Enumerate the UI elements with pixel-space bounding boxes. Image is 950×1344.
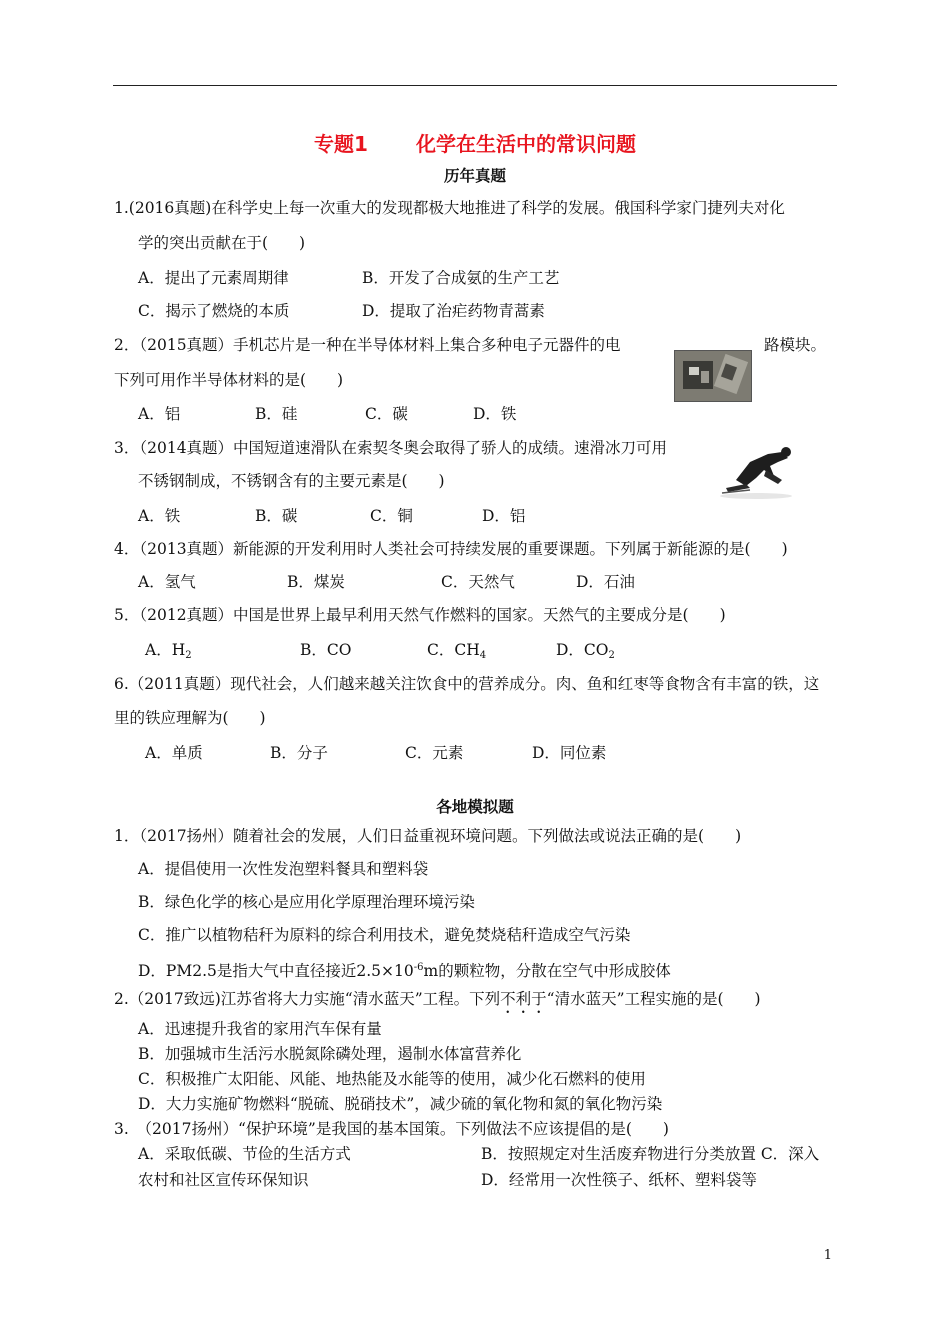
option-b: B．按照规定对生活废弃物进行分类放置 C．深入 (481, 1145, 820, 1163)
option-b: B．CO (300, 641, 352, 659)
question-text: 1．（2017扬州）随着社会的发展，人们日益重视环境问题。下列做法或说法正确的是( ) (114, 827, 742, 845)
option-d: D．铁 (473, 405, 517, 423)
option-d: D．石油 (576, 573, 635, 591)
option-b: B．煤炭 (287, 573, 345, 591)
question-text: 不锈钢制成，不锈钢含有的主要元素是( ) (138, 472, 445, 490)
option-c: C．积极推广太阳能、风能、地热能及水能等的使用，减少化石燃料的使用 (138, 1070, 646, 1088)
option-d: D．$CO_2$ (556, 641, 615, 661)
section-heading-past: 历年真题 (443, 167, 506, 185)
option-c: C．推广以植物秸秆为原料的综合利用技术，避免焚烧秸秆造成空气污染 (138, 926, 631, 944)
option-d: D．同位素 (532, 744, 607, 762)
option-d: D．铝 (482, 507, 526, 525)
option-c: C．揭示了燃烧的本质 (138, 302, 290, 320)
option-a: A．提出了元素周期律 (138, 269, 289, 287)
option-b: B．碳 (255, 507, 298, 525)
option-a: A．提倡使用一次性发泡塑料餐具和塑料袋 (138, 860, 429, 878)
option-d: D．PM2.5是指大气中直径接近$2.5\times 10^{-6}m$的颗粒物，分散在空气中形成胶体 (138, 962, 671, 980)
question-text: 3. （2017扬州）“保护环境”是我国的基本国策。下列做法不应该提倡的是( ) (114, 1120, 669, 1138)
phone-chip-image (674, 350, 752, 402)
question-text: 6.（2011真题）现代社会，人们越来越关注饮食中的营养成分。肉、鱼和红枣等食物含有丰富的铁，这 (114, 675, 820, 693)
header-rule (113, 85, 837, 86)
question-text: 2.（2017致远)江苏省将大力实施“清水蓝天”工程。下列不利于“清水蓝天”工程实施的是( ) (114, 990, 761, 1008)
section-heading-mock: 各地模拟题 (436, 798, 514, 816)
option-a: A．$H_2$ (145, 641, 192, 661)
question-text: 4．（2013真题）新能源的开发利用时人类社会可持续发展的重要课题。下列属于新能源的是( ) (114, 540, 788, 558)
question-text: 2．（2015真题）手机芯片是一种在半导体材料上集合多种电子元器件的电 (114, 336, 621, 354)
option-b: B．加强城市生活污水脱氮除磷处理，遏制水体富营养化 (138, 1045, 522, 1063)
option-a: A．单质 (145, 744, 203, 762)
option-c: C．$CH_4$ (427, 641, 487, 661)
option-b: B．绿色化学的核心是应用化学原理治理环境污染 (138, 893, 475, 911)
option-c: C．碳 (365, 405, 408, 423)
option-d: D．大力实施矿物燃料“脱硫、脱硝技术”，减少硫的氧化物和氮的氧化物污染 (138, 1095, 663, 1113)
question-text: 5．（2012真题）中国是世界上最早利用天然气作燃料的国家。天然气的主要成分是( ) (114, 606, 726, 624)
option-a: A．迅速提升我省的家用汽车保有量 (138, 1020, 382, 1038)
question-text: 里的铁应理解为( ) (114, 709, 266, 727)
option-b: B．开发了合成氨的生产工艺 (362, 269, 560, 287)
option-a: A．铁 (138, 507, 181, 525)
option-d: D．经常用一次性筷子、纸杯、塑料袋等 (481, 1171, 757, 1189)
question-text: 1.(2016真题)在科学史上每一次重大的发现都极大地推进了科学的发展。俄国科学家门捷列夫对化 (114, 199, 785, 217)
option-d: D．提取了治疟药物青蒿素 (362, 302, 545, 320)
option-a: A．采取低碳、节俭的生活方式 (138, 1145, 351, 1163)
option-c: C．元素 (405, 744, 464, 762)
option-b: B．分子 (270, 744, 328, 762)
question-text: 路模块。 (764, 336, 827, 354)
question-text: 下列可用作半导体材料的是( ) (114, 371, 344, 389)
question-text: 学的突出贡献在于( ) (138, 234, 306, 252)
option-c: C．铜 (370, 507, 413, 525)
option-b: B．硅 (255, 405, 298, 423)
question-text: 3．（2014真题）中国短道速滑队在索契冬奥会取得了骄人的成绩。速滑冰刀可用 (114, 439, 668, 457)
page-number: 1 (823, 1248, 832, 1263)
speed-skater-image (716, 440, 798, 500)
option-a: A．铝 (138, 405, 181, 423)
option-c: 农村和社区宣传环保知识 (138, 1171, 309, 1189)
option-c: C．天然气 (441, 573, 515, 591)
page-title: 专题1 化学在生活中的常识问题 (314, 132, 636, 156)
option-a: A．氢气 (138, 573, 196, 591)
